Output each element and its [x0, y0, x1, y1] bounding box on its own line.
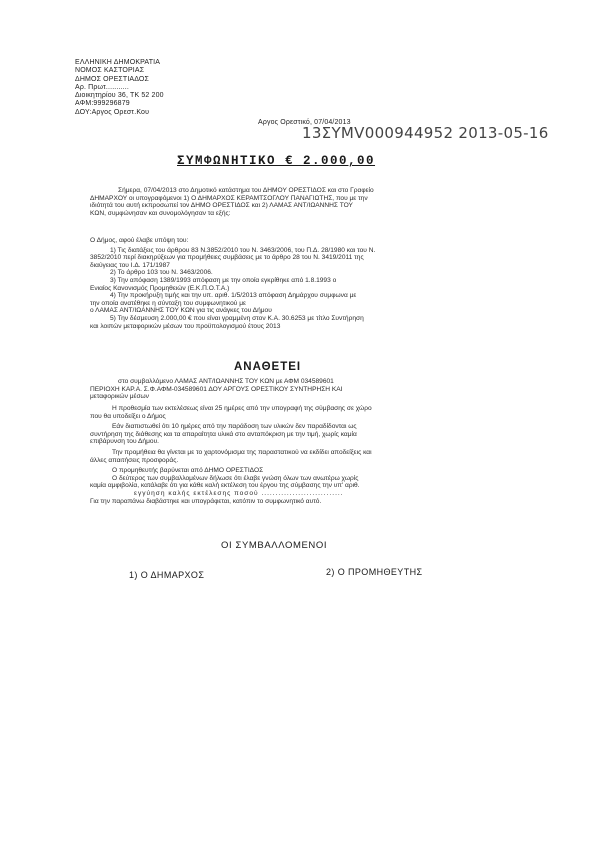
sender-header: [75, 59, 164, 117]
consideration-line: την οποία ανατέθηκε η σύνταξη του συμφωνητικού με: [90, 299, 246, 307]
term-line: Εάν διαπιστωθεί ότι 10 ημέρες από την παράδοση των υλικών δεν παραδίδονται ως: [112, 423, 357, 431]
signatories-heading: ΟΙ ΣΥΜΒΑΛΛΟΜΕΝΟΙ: [221, 540, 328, 551]
consideration-line: διαύγειας του Ι.Δ. 171/1987: [90, 261, 170, 269]
consideration-line: Ο Δήμος, αφού έλαβε υπόψη του:: [90, 237, 189, 244]
terms: [90, 405, 372, 505]
assigns-line: στο συμβαλλόμενο ΛΑΜΑΣ ΑΝΤ/ΙΩΑΝΝΗΣ ΤΟΥ ΚΩΝ με ΑΦΜ 034589601: [118, 378, 334, 385]
consideration-line: Ενιαίος Κανονισμός Προμηθειών (Ε.Κ.Π.Ο.Τ.Α.): [90, 284, 230, 292]
document-title: ΣΥΜΦΩΝΗΤΙΚΟ € 2.000,00: [177, 154, 376, 168]
term-line: εγγύηση καλής εκτέλεσης ποσού .............................: [134, 489, 344, 497]
assigns-paragraph: [90, 378, 343, 401]
consideration-line: 3) Την απόφαση 1389/1993 απόφαση με την οποία εγκρίθηκε από 1.8.1993 ο: [110, 276, 337, 284]
signatory-mayor: 1) Ο ΔΗΜΑΡΧΟΣ: [129, 570, 205, 580]
term-line: Ο προμηθευτής βαρύνεται από ΔΗΜΟ ΟΡΕΣΤΙΔΟΣ: [112, 467, 264, 475]
term-line: Η προθεσμία των εκτελέσεως είναι 25 ημέρες από την υπογραφή της σύμβασης σε χώρο: [112, 405, 372, 412]
consideration-line: 1) Τις διατάξεις του άρθρου 83 Ν.3852/2010 του Ν. 3463/2006, του Π.Δ. 28/1980 και του Ν.: [110, 246, 376, 254]
header-line: Διοικητηρίου 36, ΤΚ 52 200: [75, 92, 164, 100]
consideration-line: και λοιπών μεταφορικών μέσων του προϋπολογισμού έτους 2013: [90, 322, 281, 330]
term-line: επιβάρυνση του Δήμου.: [90, 438, 160, 446]
assigns-heading: ΑΝΑΘΕΤΕΙ: [234, 361, 302, 373]
assigns-line: μεταφορικών μέσων: [90, 393, 149, 401]
ada-stamp: 13ΣΥΜV000944952 2013-05-16: [302, 124, 549, 142]
term-line: που θα υποδείξει ο Δήμος: [90, 412, 166, 420]
term-line: καμία αμφιβολία, κατάλαβε ότι για κάθε καλή εκτέλεση του έργου της σύμβασης την υπ' αριθ.: [90, 482, 360, 490]
header-line: Αρ. Πρωτ...........: [75, 83, 129, 91]
place-date: Αργος Ορεστικό, 07/04/2013: [258, 119, 351, 126]
header-line: ΕΛΛΗΝΙΚΗ ΔΗΜΟΚΡΑΤΙΑ: [75, 59, 161, 66]
header-line: ΔΗΜΟΣ ΟΡΕΣΤΙΑΔΟΣ: [75, 75, 149, 83]
considerations: [90, 237, 375, 330]
header-line: ΝΟΜΟΣ ΚΑΣΤΟΡΙΑΣ: [75, 67, 145, 75]
assigns-line: ΠΕΡΙΟΧΗ ΚΑΡ.Α. Σ.Φ.ΑΦΜ-034589601 ΔΟΥ ΑΡΓΟΥΣ ΟΡΕΣΤΙΚΟΥ ΣΥΝΤΗΡΗΣΗ ΚΑΙ: [90, 385, 343, 393]
header-line: ΔΟΥ:Αργος Ορεστ.Κου: [75, 108, 150, 116]
header-line: ΑΦΜ:999296879: [75, 100, 130, 108]
consideration-line: 3852/2010 περί διακηρύξεων για προμήθειες συμβάσεις με το άρθρο 28 του Ν. 3419/2011 της: [90, 254, 364, 262]
term-line: συντήρηση της διάθεσης και τα απαραίτητα υλικά στο ανταπόκριση με την τιμή, χωρίς καμία: [90, 430, 357, 438]
consideration-line: 5) Την δέσμευση 2.000,00 € που είναι γραμμένη στον Κ.Α. 30.6253 με τίτλο Συντήρηση: [110, 314, 364, 322]
intro-paragraph: [90, 187, 374, 217]
signatory-supplier: 2) Ο ΠΡΟΜΗΘΕΥΤΗΣ: [326, 567, 423, 577]
consideration-line: ο ΛΑΜΑΣ ΑΝΤ/ΙΩΑΝΝΗΣ ΤΟΥ ΚΩΝ για τις ανάγκες του Δήμου: [90, 307, 272, 315]
consideration-line: 4) Την προκήρυξη τιμής και την υπ. αριθ. 1/5/2013 απόφαση Δημάρχου συμφωνα με: [110, 292, 357, 300]
consideration-line: 2) Το άρθρο 103 του Ν. 3463/2006.: [110, 269, 213, 277]
intro-line: ΚΩΝ, συμφώνησαν και συνομολόγησαν τα εξής:: [90, 209, 231, 217]
intro-line: ΔΗΜΑΡΧΟΥ οι υπογραφόμενοι 1) Ο ΔΗΜΑΡΧΟΣ ΚΕΡΑΜΤΣΟΓΛΟΥ ΠΑΝΑΓΙΩΤΗΣ, που με την: [90, 194, 368, 202]
intro-line: ιδιότητά του αυτή εκπροσωπεί τον ΔΗΜΟ ΟΡΕΣΤΙΔΟΣ και 2) ΛΑΜΑΣ ΑΝΤ/ΙΩΑΝΝΗΣ ΤΟΥ: [90, 202, 353, 210]
intro-line: Σήμερα, 07/04/2013 στο Δημοτικό κατάστημα του ΔΗΜΟΥ ΟΡΕΣΤΙΔΟΣ και στο Γραφείο: [118, 187, 374, 194]
term-line: άλλες απαιτήσεις προσφοράς.: [90, 456, 179, 464]
term-line: Την προμήθεια θα γίνεται με το χαρτονόμισμα της παραστατικού να εκδίδει αποδείξεις και: [112, 448, 372, 456]
term-line: Ο δεύτερος των συμβαλλομένων δήλωσε ότι έλαβε γνώση όλων των ανωτέρω χωρίς: [112, 474, 359, 482]
term-line: Για την παραπάνω διαβάστηκε και υπογράφεται, κατόπιν το συμφωνητικό αυτό.: [90, 497, 322, 505]
